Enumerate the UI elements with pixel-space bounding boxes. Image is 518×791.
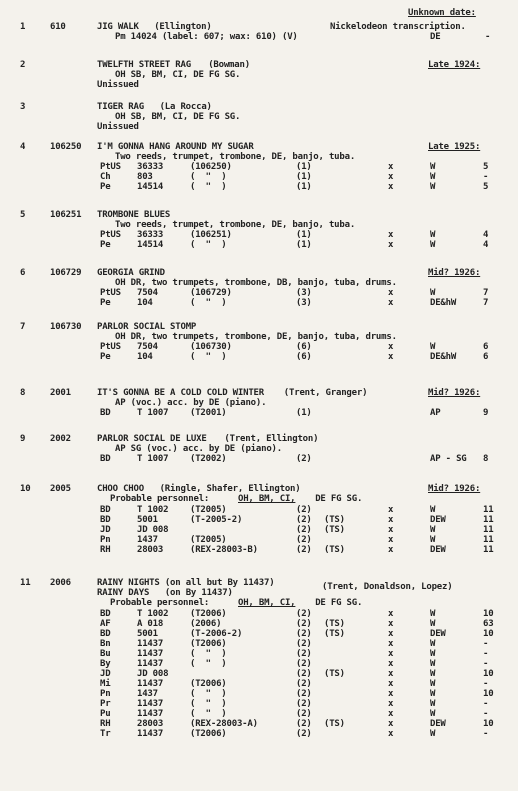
issue-ts: (TS) bbox=[324, 545, 345, 555]
song-title-alt: RAINY DAYS (on By 11437) bbox=[97, 588, 233, 598]
issue-ref: 4 bbox=[483, 240, 489, 250]
issue-number: T 1007 bbox=[137, 454, 169, 464]
issue-artist: AP bbox=[430, 408, 441, 418]
issue-ref: 5 bbox=[483, 162, 489, 172]
issue-ref: 10 bbox=[483, 719, 494, 729]
issue-ts: (TS) bbox=[324, 525, 345, 535]
issue-ref: 63 bbox=[483, 619, 494, 629]
issue-ref: 11 bbox=[483, 545, 494, 555]
issue-number: 36333 bbox=[137, 230, 164, 240]
issue-ref: 11 bbox=[483, 535, 494, 545]
issue-number: A 018 bbox=[137, 619, 164, 629]
issue-take: (2) bbox=[296, 719, 312, 729]
personnel: AP (voc.) acc. by DE (piano). bbox=[115, 398, 267, 408]
composer: (Trent, Donaldson, Lopez) bbox=[322, 582, 453, 592]
entry-note: Nickelodeon transcription. bbox=[330, 22, 466, 32]
song-title: PARLOR SOCIAL STOMP bbox=[97, 322, 197, 332]
issue-take: (2) bbox=[296, 669, 312, 679]
issue-mark: x bbox=[388, 729, 394, 739]
entry-number: 11 bbox=[20, 578, 31, 588]
session-date: Mid? 1926: bbox=[428, 388, 481, 398]
issue-matrix: (T2006) bbox=[190, 639, 227, 649]
issue-label: Pu bbox=[100, 709, 111, 719]
issue-artist: DEW bbox=[430, 515, 446, 525]
entry-number: 8 bbox=[20, 388, 26, 398]
issue-matrix: (T-2005-2) bbox=[190, 515, 243, 525]
issue-label: PtUS bbox=[100, 162, 121, 172]
issue-mark: x bbox=[388, 525, 394, 535]
issue-status: Unissued bbox=[97, 80, 139, 90]
issue-label: BD bbox=[100, 609, 111, 619]
issue-matrix: ( " ) bbox=[190, 659, 227, 669]
issue-ref: - bbox=[483, 659, 489, 669]
issue-mark: x bbox=[388, 629, 394, 639]
issue-label: Pe bbox=[100, 298, 111, 308]
issue-artist: DE&hW bbox=[430, 298, 457, 308]
matrix-number: 610 bbox=[50, 22, 66, 32]
entry-number: 2 bbox=[20, 60, 26, 70]
issue-label: Pe bbox=[100, 182, 111, 192]
issue-number: 104 bbox=[137, 352, 153, 362]
session-date: Mid? 1926: bbox=[428, 268, 481, 278]
issue-matrix: (106730) bbox=[190, 342, 232, 352]
issue-ts: (TS) bbox=[324, 669, 345, 679]
personnel: OH SB, BM, CI, DE FG SG. bbox=[115, 112, 241, 122]
song-title: TWELFTH STREET RAG bbox=[97, 60, 191, 70]
issue-number: 5001 bbox=[137, 629, 158, 639]
issue-artist: W bbox=[430, 505, 436, 515]
issue-mark: x bbox=[388, 689, 394, 699]
issue-label: Bu bbox=[100, 649, 111, 659]
personnel-core: OH, BM, CI, bbox=[238, 494, 296, 504]
entry-number: 3 bbox=[20, 102, 26, 112]
issue-mark: x bbox=[388, 545, 394, 555]
entry-number: 4 bbox=[20, 142, 26, 152]
issue-matrix: (106251) bbox=[190, 230, 232, 240]
matrix-number: 106250 bbox=[50, 142, 82, 152]
issue-matrix: (2006) bbox=[190, 619, 222, 629]
issue-mark: x bbox=[388, 619, 394, 629]
issue-ref: 6 bbox=[483, 342, 489, 352]
issue-mark: x bbox=[388, 669, 394, 679]
issue-take: (2) bbox=[296, 729, 312, 739]
issue-label: Pe bbox=[100, 240, 111, 250]
issue-matrix: (T2006) bbox=[190, 679, 227, 689]
issue-take: (1) bbox=[296, 240, 312, 250]
issue-matrix: (T2006) bbox=[190, 729, 227, 739]
issue-ref: - bbox=[483, 649, 489, 659]
issue-mark: x bbox=[388, 649, 394, 659]
matrix-number: 2006 bbox=[50, 578, 71, 588]
issue-artist: W bbox=[430, 535, 436, 545]
issue-matrix: ( " ) bbox=[190, 352, 227, 362]
issue-artist: W bbox=[430, 669, 436, 679]
issue-matrix: ( " ) bbox=[190, 649, 227, 659]
issue-number: 28003 bbox=[137, 719, 164, 729]
issue-artist: DEW bbox=[430, 629, 446, 639]
issue-matrix: ( " ) bbox=[190, 689, 227, 699]
issue-ref: - bbox=[483, 679, 489, 689]
issue-number: 11437 bbox=[137, 709, 164, 719]
issue-number: 11437 bbox=[137, 729, 164, 739]
issue-take: (3) bbox=[296, 298, 312, 308]
issue-matrix: (REX-28003-B) bbox=[190, 545, 258, 555]
issue-status: Unissued bbox=[97, 122, 139, 132]
issue-artist: W bbox=[430, 619, 436, 629]
matrix-number: 106729 bbox=[50, 268, 82, 278]
issue-matrix: ( " ) bbox=[190, 699, 227, 709]
song-title: RAINY NIGHTS (on all but By 11437) bbox=[97, 578, 275, 588]
issue-take: (2) bbox=[296, 639, 312, 649]
issue-matrix: ( " ) bbox=[190, 172, 227, 182]
issue-take: (2) bbox=[296, 659, 312, 669]
issue-matrix: ( " ) bbox=[190, 240, 227, 250]
issue-take: (2) bbox=[296, 629, 312, 639]
issue-mark: x bbox=[388, 659, 394, 669]
entry-number: 7 bbox=[20, 322, 26, 332]
issue-take: (2) bbox=[296, 699, 312, 709]
issue-label: By bbox=[100, 659, 111, 669]
personnel: OH DR, two trumpets, trombone, DE, banjo, tuba, drums. bbox=[115, 332, 397, 342]
personnel: AP SG (voc.) acc. by DE (piano). bbox=[115, 444, 282, 454]
issue-ref: 4 bbox=[483, 230, 489, 240]
issue-number: 5001 bbox=[137, 515, 158, 525]
issue-number: 11437 bbox=[137, 679, 164, 689]
issue-matrix: (T-2006-2) bbox=[190, 629, 243, 639]
issue-ts: (TS) bbox=[324, 719, 345, 729]
personnel-rest: DE FG SG. bbox=[310, 598, 363, 608]
issue-artist: W bbox=[430, 172, 436, 182]
issue-number: 7504 bbox=[137, 288, 158, 298]
issue-take: (6) bbox=[296, 342, 312, 352]
song-title: CHOO CHOO bbox=[97, 484, 144, 494]
issue-mark: x bbox=[388, 639, 394, 649]
session-date: Mid? 1926: bbox=[428, 484, 481, 494]
issue-ref: 10 bbox=[483, 689, 494, 699]
issue-artist: W bbox=[430, 525, 436, 535]
entry-number: 6 bbox=[20, 268, 26, 278]
issue-artist: DEW bbox=[430, 719, 446, 729]
matrix-number: 106251 bbox=[50, 210, 82, 220]
issue-ref: 7 bbox=[483, 298, 489, 308]
date-header: Unknown date: bbox=[408, 8, 476, 18]
issue-label: BD bbox=[100, 629, 111, 639]
issue-ref: - bbox=[483, 699, 489, 709]
issue-artist: W bbox=[430, 342, 436, 352]
issue-detail: Pm 14024 (label: 607; wax: 610) (V) bbox=[115, 32, 298, 42]
issue-label: PtUS bbox=[100, 288, 121, 298]
issue-matrix: (106250) bbox=[190, 162, 232, 172]
issue-number: 14514 bbox=[137, 182, 164, 192]
issue-take: (2) bbox=[296, 679, 312, 689]
issue-artist: W bbox=[430, 709, 436, 719]
issue-matrix: ( " ) bbox=[190, 298, 227, 308]
issue-number: 1437 bbox=[137, 689, 158, 699]
issue-ref: - bbox=[483, 639, 489, 649]
session-date: Late 1924: bbox=[428, 60, 481, 70]
issue-take: (2) bbox=[296, 545, 312, 555]
issue-ref: 6 bbox=[483, 352, 489, 362]
issue-ref: 8 bbox=[483, 454, 489, 464]
composer: (Trent, Ellington) bbox=[224, 434, 319, 444]
issue-artist: W bbox=[430, 639, 436, 649]
issue-label: Mi bbox=[100, 679, 111, 689]
song-title: GEORGIA GRIND bbox=[97, 268, 165, 278]
issue-label: Pn bbox=[100, 535, 111, 545]
entry-number: 5 bbox=[20, 210, 26, 220]
personnel-label: Probable personnel: bbox=[110, 494, 215, 504]
personnel: OH SB, BM, CI, DE FG SG. bbox=[115, 70, 241, 80]
issue-artist: W bbox=[430, 659, 436, 669]
issue-artist: W bbox=[430, 609, 436, 619]
dash-mark: - bbox=[485, 32, 491, 42]
issue-number: 11437 bbox=[137, 649, 164, 659]
issue-artist: W bbox=[430, 288, 436, 298]
issue-mark: x bbox=[388, 162, 394, 172]
issue-ref: 11 bbox=[483, 505, 494, 515]
issue-mark: x bbox=[388, 298, 394, 308]
issue-mark: x bbox=[388, 609, 394, 619]
issue-take: (1) bbox=[296, 182, 312, 192]
composer: (Ellington) bbox=[154, 22, 212, 32]
issue-label: RH bbox=[100, 545, 111, 555]
issue-matrix: (T2001) bbox=[190, 408, 227, 418]
issue-take: (2) bbox=[296, 454, 312, 464]
issue-take: (3) bbox=[296, 288, 312, 298]
matrix-number: 2002 bbox=[50, 434, 71, 444]
issue-take: (1) bbox=[296, 162, 312, 172]
issue-label: Pe bbox=[100, 352, 111, 362]
issue-ref: - bbox=[483, 172, 489, 182]
issue-take: (2) bbox=[296, 619, 312, 629]
issue-number: 28003 bbox=[137, 545, 164, 555]
issue-number: T 1002 bbox=[137, 609, 169, 619]
issue-label: Pr bbox=[100, 699, 111, 709]
issue-artist: W bbox=[430, 182, 436, 192]
issue-artist: W bbox=[430, 230, 436, 240]
entry-number: 9 bbox=[20, 434, 26, 444]
issue-number: 104 bbox=[137, 298, 153, 308]
session-date: Late 1925: bbox=[428, 142, 481, 152]
issue-take: (2) bbox=[296, 535, 312, 545]
entry-number: 1 bbox=[20, 22, 26, 32]
issue-label: Tr bbox=[100, 729, 111, 739]
issue-take: (2) bbox=[296, 525, 312, 535]
issue-label: JD bbox=[100, 525, 111, 535]
matrix-number: 2005 bbox=[50, 484, 71, 494]
issue-label: JD bbox=[100, 669, 111, 679]
issue-number: JD 008 bbox=[137, 525, 169, 535]
personnel-core: OH, BM, CI, bbox=[238, 598, 296, 608]
issue-label: BD bbox=[100, 505, 111, 515]
issue-number: T 1007 bbox=[137, 408, 169, 418]
personnel-label: Probable personnel: bbox=[110, 598, 215, 608]
issue-label: Bn bbox=[100, 639, 111, 649]
issue-ref: 10 bbox=[483, 629, 494, 639]
issue-matrix: (T2005) bbox=[190, 535, 227, 545]
personnel-rest: DE FG SG. bbox=[310, 494, 363, 504]
issue-artist: W bbox=[430, 689, 436, 699]
matrix-number: 2001 bbox=[50, 388, 71, 398]
issue-ts: (TS) bbox=[324, 619, 345, 629]
issue-mark: x bbox=[388, 288, 394, 298]
issue-take: (2) bbox=[296, 689, 312, 699]
issue-artist: W bbox=[430, 649, 436, 659]
issue-number: 14514 bbox=[137, 240, 164, 250]
issue-number: 11437 bbox=[137, 639, 164, 649]
issue-mark: x bbox=[388, 535, 394, 545]
issue-mark: x bbox=[388, 709, 394, 719]
issue-number: 11437 bbox=[137, 659, 164, 669]
issue-mark: x bbox=[388, 182, 394, 192]
issue-mark: x bbox=[388, 230, 394, 240]
issue-artist: W bbox=[430, 162, 436, 172]
issue-label: BD bbox=[100, 515, 111, 525]
issue-ref: 7 bbox=[483, 288, 489, 298]
issue-mark: x bbox=[388, 172, 394, 182]
issue-mark: x bbox=[388, 505, 394, 515]
issue-mark: x bbox=[388, 719, 394, 729]
issue-label: Ch bbox=[100, 172, 111, 182]
song-title: JIG WALK bbox=[97, 22, 139, 32]
issue-ref: 10 bbox=[483, 669, 494, 679]
issue-label: Pn bbox=[100, 689, 111, 699]
issue-label: PtUS bbox=[100, 342, 121, 352]
issue-matrix: (106729) bbox=[190, 288, 232, 298]
issue-mark: x bbox=[388, 352, 394, 362]
entry-number: 10 bbox=[20, 484, 31, 494]
song-title: PARLOR SOCIAL DE LUXE bbox=[97, 434, 207, 444]
issue-mark: x bbox=[388, 699, 394, 709]
issue-matrix: ( " ) bbox=[190, 182, 227, 192]
issue-matrix: ( " ) bbox=[190, 709, 227, 719]
composer: (Trent, Granger) bbox=[283, 388, 368, 398]
issue-label: AF bbox=[100, 619, 111, 629]
issue-ref: - bbox=[483, 729, 489, 739]
issue-ts: (TS) bbox=[324, 515, 345, 525]
issue-label: PtUS bbox=[100, 230, 121, 240]
composer: (La Rocca) bbox=[159, 102, 212, 112]
issue-artist: W bbox=[430, 729, 436, 739]
issue-number: 36333 bbox=[137, 162, 164, 172]
issue-number: 1437 bbox=[137, 535, 158, 545]
issue-ref: - bbox=[483, 709, 489, 719]
issue-take: (1) bbox=[296, 408, 312, 418]
issue-take: (1) bbox=[296, 230, 312, 240]
issue-take: (6) bbox=[296, 352, 312, 362]
issue-label: RH bbox=[100, 719, 111, 729]
personnel: Two reeds, trumpet, trombone, DE, banjo, tuba. bbox=[115, 220, 356, 230]
issue-matrix: (REX-28003-A) bbox=[190, 719, 258, 729]
artist-credit: DE bbox=[430, 32, 441, 42]
issue-label: BD bbox=[100, 408, 111, 418]
song-title: IT'S GONNA BE A COLD COLD WINTER bbox=[97, 388, 264, 398]
issue-number: 803 bbox=[137, 172, 153, 182]
issue-take: (1) bbox=[296, 172, 312, 182]
issue-number: 11437 bbox=[137, 699, 164, 709]
issue-take: (2) bbox=[296, 505, 312, 515]
issue-mark: x bbox=[388, 515, 394, 525]
issue-artist: DE&hW bbox=[430, 352, 457, 362]
issue-mark: x bbox=[388, 240, 394, 250]
issue-mark: x bbox=[388, 679, 394, 689]
issue-ref: 9 bbox=[483, 408, 489, 418]
issue-ref: 10 bbox=[483, 609, 494, 619]
issue-ref: 11 bbox=[483, 525, 494, 535]
issue-artist: W bbox=[430, 679, 436, 689]
issue-matrix: (T2005) bbox=[190, 505, 227, 515]
issue-ts: (TS) bbox=[324, 629, 345, 639]
issue-number: T 1002 bbox=[137, 505, 169, 515]
song-title: TROMBONE BLUES bbox=[97, 210, 171, 220]
issue-matrix: (T2006) bbox=[190, 609, 227, 619]
issue-take: (2) bbox=[296, 609, 312, 619]
issue-ref: 5 bbox=[483, 182, 489, 192]
personnel: Two reeds, trumpet, trombone, DE, banjo, tuba. bbox=[115, 152, 356, 162]
issue-take: (2) bbox=[296, 649, 312, 659]
issue-artist: AP - SG bbox=[430, 454, 467, 464]
issue-matrix: (T2002) bbox=[190, 454, 227, 464]
issue-take: (2) bbox=[296, 515, 312, 525]
matrix-number: 106730 bbox=[50, 322, 82, 332]
issue-label: BD bbox=[100, 454, 111, 464]
issue-artist: W bbox=[430, 699, 436, 709]
issue-ref: 11 bbox=[483, 515, 494, 525]
issue-number: JD 008 bbox=[137, 669, 169, 679]
issue-artist: W bbox=[430, 240, 436, 250]
issue-take: (2) bbox=[296, 709, 312, 719]
song-title: TIGER RAG bbox=[97, 102, 144, 112]
composer: (Bowman) bbox=[208, 60, 250, 70]
issue-artist: DEW bbox=[430, 545, 446, 555]
issue-mark: x bbox=[388, 342, 394, 352]
song-title: I'M GONNA HANG AROUND MY SUGAR bbox=[97, 142, 254, 152]
composer: (Ringle, Shafer, Ellington) bbox=[159, 484, 301, 494]
issue-number: 7504 bbox=[137, 342, 158, 352]
personnel: OH DR, two trumpets, trombone, DB, banjo, tuba, drums. bbox=[115, 278, 397, 288]
